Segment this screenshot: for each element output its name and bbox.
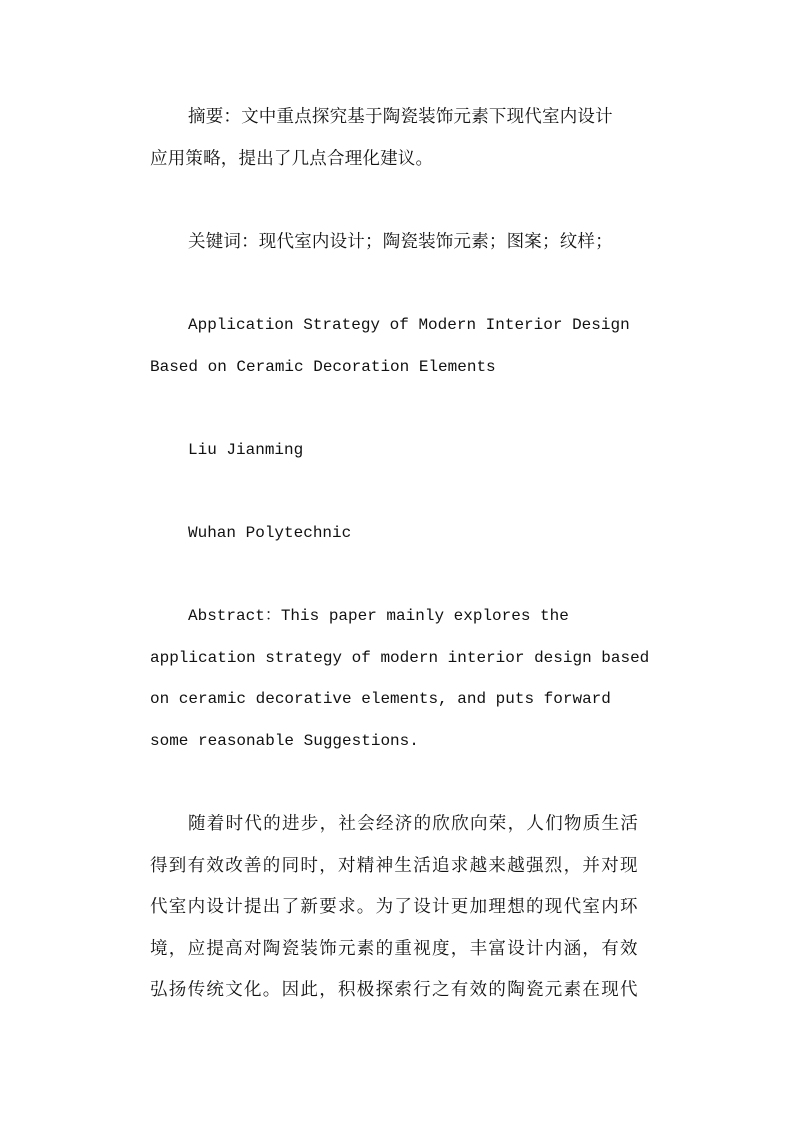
keywords-cn-line-1: 关键词：现代室内设计；陶瓷装饰元素；图案；纹样； — [188, 232, 613, 252]
affiliation-paragraph — [150, 513, 636, 555]
body-cn-line-4: 境，应提高对陶瓷装饰元素的重视度，丰富设计内涵，有效 — [150, 938, 639, 959]
keywords-cn-paragraph — [150, 222, 636, 264]
english-title-line-1: Application Strategy of Modern Interior Design — [188, 316, 630, 334]
abstract-en-line-4: some reasonable Suggestions. — [150, 731, 419, 750]
body-cn-line-1: 随着时代的进步，社会经济的欣欣向荣，人们物质生活 — [188, 814, 640, 834]
abstract-cn-line-1: 摘要：文中重点探究基于陶瓷装饰元素下现代室内设计 — [188, 107, 613, 127]
author-affiliation: Wuhan Polytechnic — [188, 524, 352, 542]
author-paragraph — [150, 430, 636, 472]
english-title-paragraph — [150, 305, 636, 388]
english-title-line-2: Based on Ceramic Decoration Elements — [150, 357, 496, 376]
abstract-en-line-2: application strategy of modern interior design based — [150, 648, 650, 667]
body-cn-line-5: 弘扬传统文化。因此，积极探索行之有效的陶瓷元素在现代 — [150, 980, 639, 1001]
body-cn-line-3: 代室内设计提出了新要求。为了设计更加理想的现代室内环 — [150, 897, 639, 918]
abstract-en-paragraph — [150, 596, 650, 762]
body-cn-paragraph — [150, 804, 640, 1012]
abstract-en-line-1: Abstract：This paper mainly explores the — [188, 607, 569, 625]
abstract-cn-line-2: 应用策略，提出了几点合理化建议。 — [150, 148, 434, 169]
body-cn-line-2: 得到有效改善的同时，对精神生活追求越来越强烈，并对现 — [150, 855, 639, 876]
author-name: Liu Jianming — [188, 441, 304, 459]
abstract-cn-paragraph — [150, 97, 636, 180]
abstract-en-line-3: on ceramic decorative elements, and puts forward — [150, 690, 611, 709]
